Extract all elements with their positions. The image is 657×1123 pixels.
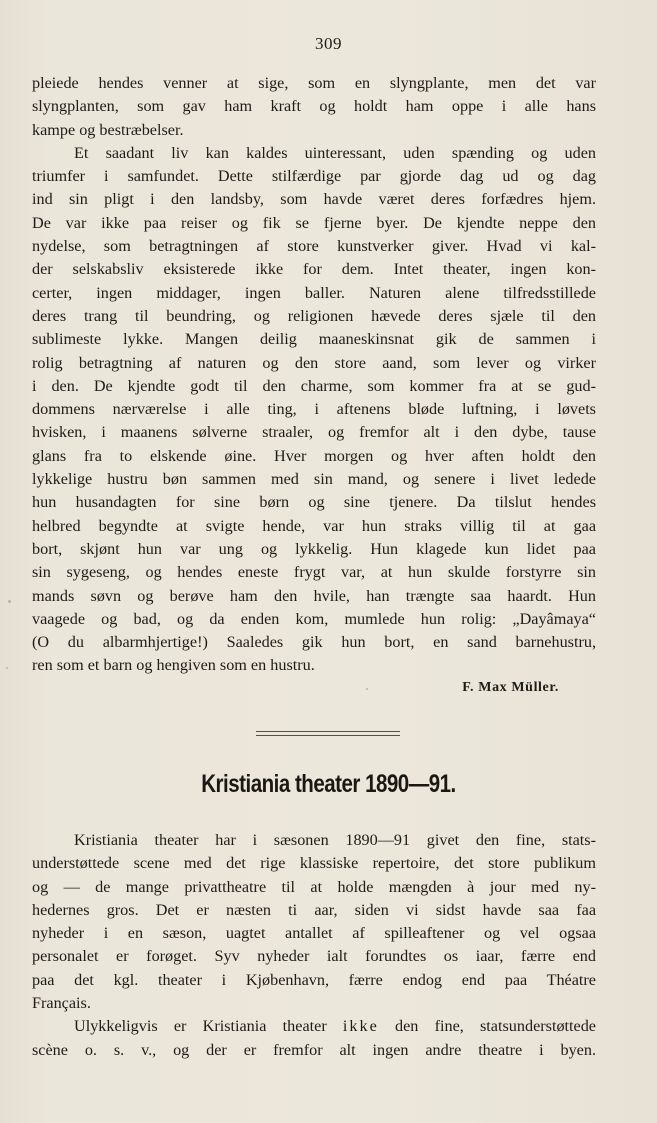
text-line: hvisken, i maanens sølverne straaler, og fremfor alt i den dybe, tause <box>32 423 596 442</box>
text-line: deres trang til beundring, og religionen hævede deres sjæle til den <box>32 306 596 325</box>
text-line: personalet er forøget. Syv nyheder ialt forundtes os iaar, færre end <box>32 947 596 966</box>
top-paragraphs <box>32 72 596 678</box>
text-line: hun husandagten for sine børn og sine tjenere. Da tilslut hendes <box>32 493 596 512</box>
text-line: slyngplanten, som gav ham kraft og holdt ham oppe i alle hans <box>32 97 596 116</box>
text-line: vaagede og bad, og da enden kom, mumlede hun rolig: „Dayâmaya“ <box>32 609 596 628</box>
paper-speck <box>6 667 8 669</box>
text-line: paa det kgl. theater i Kjøbenhavn, færre endog end paa Théatre <box>32 970 596 989</box>
text-line: scène o. s. v., og der er fremfor alt ingen andre theatre i byen. <box>32 1040 596 1059</box>
text-line: ind sin pligt i den landsby, som havde været deres forfædres hjem. <box>32 190 596 209</box>
section-divider-bottom <box>256 735 400 736</box>
text-line: Et saadant liv kan kaldes uinteressant, uden spænding og uden <box>74 143 596 162</box>
text-line: pleiede hendes venner at sige, som en slyngplante, men det var <box>32 74 596 92</box>
text-segment: den fine, statsunderstøttede <box>378 1017 596 1036</box>
text-line: ren som et barn og hengiven som en hustru. <box>32 656 315 675</box>
text-line: triumfer i samfundet. Dette stilfærdige par gjorde dag ud og dag <box>32 167 596 186</box>
text-line: dommens nærværelse i alle ting, i aftenens bløde luftning, i løvets <box>32 400 596 419</box>
text-line: Kristiania theater har i sæsonen 1890—91 givet den fine, stats- <box>74 831 596 849</box>
section-title: Kristiania theater 1890—91. <box>201 770 456 798</box>
text-line: nydelse, som betragtningen af store kunstverker giver. Hvad vi kal- <box>32 237 596 256</box>
text-line: De var ikke paa reiser og fik se fjerne byer. De kjendte neppe den <box>32 213 596 232</box>
text-line: bort, skjønt hun var ung og lykkelig. Hun klagede kun lidet paa <box>32 539 596 558</box>
text-line: sin sygeseng, og hendes eneste frygt var, at hun skulde forstyrre sin <box>32 563 596 582</box>
text-line: i den. De kjendte godt til den charme, som kommer fra at se gud- <box>32 376 596 395</box>
text-line: der selskabsliv eksisterede ikke for dem. Intet theater, ingen kon- <box>32 260 596 279</box>
text-line: helbred begyndte at svigte hende, var hun straks villig til at gaa <box>32 516 596 535</box>
page-number: 309 <box>315 34 342 53</box>
text-line: understøttede scene med det rige klassiske repertoire, det store publikum <box>32 854 596 873</box>
text-line: og — de mange privattheatre til at holde mængden à jour med ny- <box>32 877 596 896</box>
emphasized-word: ikke <box>342 1017 379 1036</box>
text-line: rolig betragtning af naturen og den store aand, som lever og virker <box>32 353 596 372</box>
text-line: nyheder i en sæson, uagtet antallet af spilleaftener og vel ogsaa <box>32 924 596 943</box>
text-line: lykkelige hustru bøn sammen med sin mand, og senere i livet ledede <box>32 470 596 489</box>
text-line: glans fra to elskende øine. Hver morgen og hver aften holdt den <box>32 446 596 465</box>
text-line: sublimeste lykke. Mangen deilig maaneskinsnat gik de sammen i <box>32 330 596 349</box>
text-line: kampe og bestræbelser. <box>32 120 184 139</box>
text-segment: Ulykkeligvis er Kristiania theater <box>74 1017 343 1036</box>
author-signature: F. Max Müller. <box>462 680 559 695</box>
text-line: Français. <box>32 994 91 1013</box>
text-line: certer, ingen middager, ingen baller. Naturen alene tilfredsstillede <box>32 283 596 302</box>
text-line <box>32 1015 596 1038</box>
bottom-paragraphs <box>32 829 596 1062</box>
text-line: (O du albarmhjertige!) Saaledes gik hun bort, en sand barnehustru, <box>32 633 596 652</box>
paper-speck <box>366 688 368 690</box>
text-line: hedernes gros. Det er næsten ti aar, siden vi sidst havde saa faa <box>32 900 596 919</box>
text-line: mands søvn og berøve ham den hvile, han trængte saa haardt. Hun <box>32 586 596 605</box>
section-divider-top <box>256 731 400 732</box>
paper-speck <box>8 600 11 603</box>
